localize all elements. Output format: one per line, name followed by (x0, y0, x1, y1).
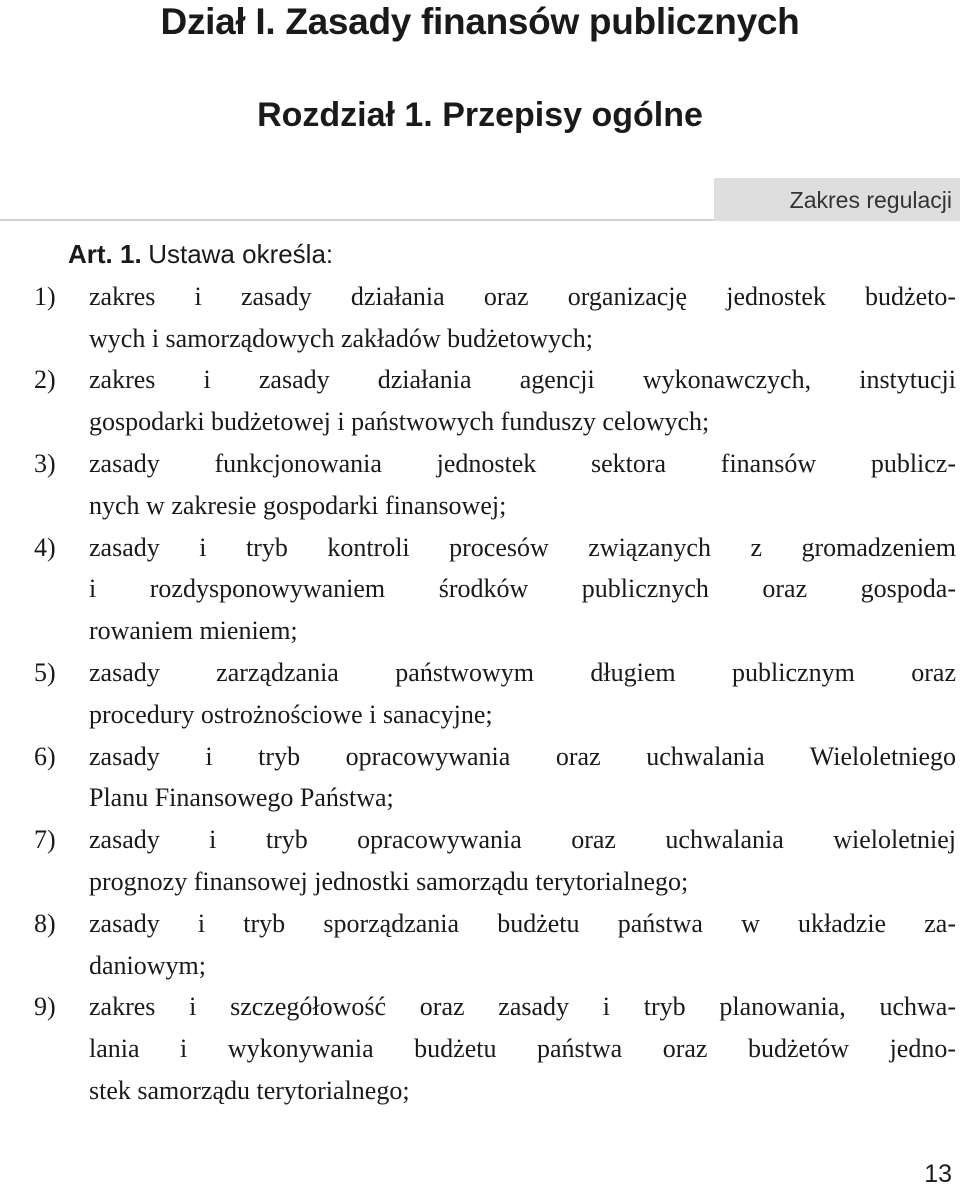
list-item-line: gospodarki budżetowej i państwowych funduszy celowych; (89, 407, 710, 437)
division-title: Dział I. Zasady finansów publicznych (160, 1, 800, 42)
page-number: 13 (924, 1160, 952, 1188)
list-item-line: zakres i zasady działania oraz organizację jednostek budżeto- (89, 281, 956, 311)
article-intro: Ustawa określa: (148, 239, 334, 269)
article-heading (34, 234, 956, 276)
list-item (34, 652, 956, 736)
list-item-line: lania i wykonywania budżetu państwa oraz budżetów jedno- (89, 1034, 956, 1064)
list-item-text (89, 443, 956, 527)
list-item-line: daniowym; (89, 950, 206, 980)
list-item (34, 443, 956, 527)
list-item-line: zakres i zasady działania agencji wykonawczych, instytucji (89, 365, 956, 395)
list-item-number: 2) (34, 365, 56, 395)
list-item-line: zasady i tryb opracowywania oraz uchwalania wieloletniej (89, 825, 956, 855)
list-item-text (89, 652, 956, 736)
list-item-line: zakres i szczegółowość oraz zasady i tryb planowania, uchwa- (89, 992, 956, 1022)
article-body (34, 234, 956, 1112)
list-item-number: 1) (34, 281, 56, 311)
list-item-text (89, 276, 956, 360)
list-item (34, 903, 956, 987)
list-item-number: 9) (34, 992, 56, 1022)
list-item-line: i rozdysponowywaniem środków publicznych oraz gospoda- (89, 574, 956, 604)
list-item-line: nych w zakresie gospodarki finansowej; (89, 490, 507, 520)
list-item-line: rowaniem mieniem; (89, 616, 298, 646)
list-item (34, 819, 956, 903)
list-item-line: zasady i tryb opracowywania oraz uchwalania Wieloletniego (89, 741, 956, 771)
list-item-number: 6) (34, 741, 56, 771)
list-item-line: zasady funkcjonowania jednostek sektora finansów publicz- (89, 448, 956, 478)
list-item-text (89, 986, 956, 1111)
list-item (34, 276, 956, 360)
list-item-text (89, 736, 956, 820)
list-item-line: Planu Finansowego Państwa; (89, 783, 394, 813)
list-item-line: procedury ostrożnościowe i sanacyjne; (89, 699, 493, 729)
list-item-text (89, 819, 956, 903)
list-item-line: wych i samorządowych zakładów budżetowych; (89, 323, 593, 353)
article-number: Art. 1. (68, 239, 142, 269)
list-item-line: zasady i tryb kontroli procesów związanych z gromadzeniem (89, 532, 956, 562)
list-item-line: zasady zarządzania państwowym długiem publicznym oraz (89, 657, 956, 687)
article-items-list (34, 276, 956, 1112)
list-item-text (89, 903, 956, 987)
list-item (34, 527, 956, 652)
list-item-line: prognozy finansowej jednostki samorządu terytorialnego; (89, 866, 689, 896)
scope-label: Zakres regulacji (789, 187, 952, 213)
list-item-line: stek samorządu terytorialnego; (89, 1075, 410, 1105)
list-item-number: 7) (34, 825, 56, 855)
list-item (34, 736, 956, 820)
list-item-number: 3) (34, 448, 56, 478)
list-item (34, 986, 956, 1111)
list-item-text (89, 359, 956, 443)
list-item-text (89, 527, 956, 652)
list-item-number: 5) (34, 657, 56, 687)
list-item (34, 359, 956, 443)
list-item-number: 8) (34, 908, 56, 938)
list-item-line: zasady i tryb sporządzania budżetu państwa w układzie za- (89, 908, 956, 938)
list-item-number: 4) (34, 532, 56, 562)
chapter-title: Rozdział 1. Przepisy ogólne (257, 96, 703, 134)
